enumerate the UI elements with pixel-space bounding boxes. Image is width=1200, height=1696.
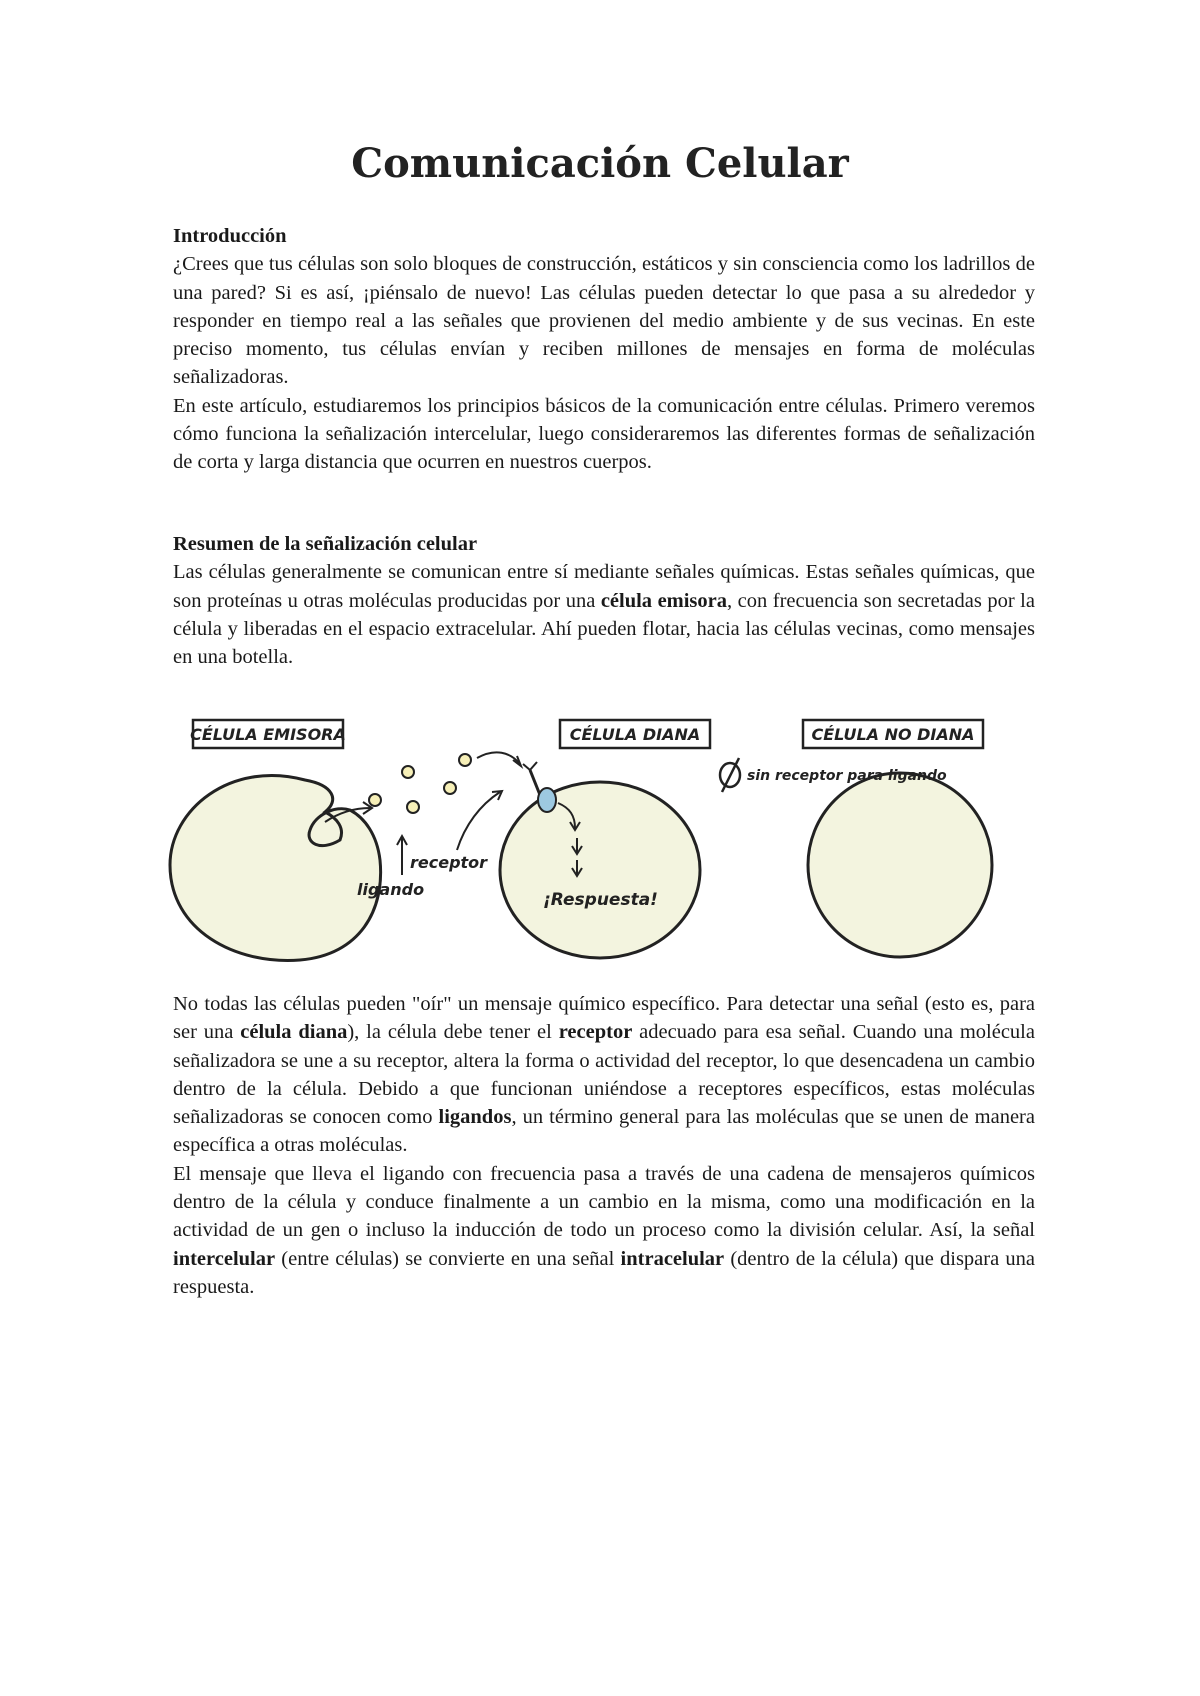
intro-heading: Introducción <box>173 225 287 247</box>
after2-text-a: El mensaje que lleva el ligando con frecuencia pasa a través de una cadena de mensajeros químicos dentro de la célula y conduce finalmente a un cambio en la misma, como una modificación en la actividad de un gen o incluso la inducción de todo un proceso como la división celular. Así, la señal <box>173 1162 1035 1242</box>
resumen-paragraph <box>173 558 1035 671</box>
intro-paragraph-2: En este artículo, estudiaremos los principios básicos de la comunicación entre células. Primero veremos cómo funciona la señalización intercelular, luego consideraremos las diferentes formas de señalización de corta y larga distancia que ocurren en nuestros cuerpos. <box>173 394 1035 474</box>
emitting-cell <box>170 776 381 961</box>
ligand-2 <box>402 766 414 778</box>
label-celula-diana-text: CÉLULA DIANA <box>569 725 701 744</box>
target-cell <box>500 782 700 958</box>
receptor-paragraph-1 <box>173 990 1035 1160</box>
term-intracelular: intracelular <box>620 1247 725 1270</box>
resumen-section <box>173 530 1035 671</box>
non-target-cell <box>808 773 992 957</box>
label-celula-no-diana <box>803 720 983 748</box>
ligand-travel-arrow <box>477 752 520 764</box>
cell-signaling-diagram <box>165 700 1035 980</box>
label-celula-diana <box>560 720 710 748</box>
page-title: Comunicación Celular <box>351 140 849 187</box>
after2-text-e: (dentro de la célula) que dispara una respuesta. <box>173 1247 1035 1298</box>
receptor-paragraph-2 <box>173 1160 1035 1301</box>
label-celula-emisora-text: CÉLULA EMISORA <box>190 725 346 744</box>
sin-receptor-label: sin receptor para ligando <box>747 768 947 784</box>
after-text-c: ), la célula debe tener el <box>347 1021 559 1044</box>
receptor-shape <box>523 762 556 812</box>
term-intercelular: intercelular <box>173 1247 276 1270</box>
intro-paragraph-1: ¿Crees que tus células son solo bloques de construcción, estáticos y sin consciencia como los ladrillos de una pared? Si es así, ¡piénsalo de nuevo! Las células pueden detectar lo que pasa a su alrededor y responder en tiempo real a las señales que provienen del medio ambiente y de sus vecinas. En este preciso momento, tus células envían y reciben millones de mensajes en forma de moléculas señalizadoras. <box>173 253 1035 389</box>
after2-text-c: (entre células) se convierte en una señal <box>275 1247 621 1270</box>
ligando-label: ligando <box>357 880 425 899</box>
term-ligandos: ligandos <box>438 1106 512 1129</box>
resumen-text-a: Las células generalmente se comunican entre sí mediante señales químicas. Estas señales químicas, que son proteínas u otras moléculas producidas por una <box>173 561 1035 612</box>
ligand-4 <box>444 782 456 794</box>
ligand-3 <box>407 801 419 813</box>
after-text-a: No todas las células pueden "oír" un mensaje químico específico. Para detectar una señal (esto es, para ser una <box>173 993 1035 1044</box>
intro-section <box>173 222 1035 477</box>
label-celula-no-diana-text: CÉLULA NO DIANA <box>811 725 975 744</box>
term-celula-emisora: célula emisora <box>600 589 728 612</box>
ligand-molecules <box>369 754 471 813</box>
label-celula-emisora <box>190 720 346 748</box>
receptor-pointer-arrow <box>457 792 500 850</box>
null-symbol-icon <box>720 758 740 792</box>
term-celula-diana: célula diana <box>240 1021 348 1044</box>
ligand-1 <box>369 794 381 806</box>
after-text-e: adecuado para esa señal. Cuando una molécula señalizadora se une a su receptor, altera la forma o actividad del receptor, lo que desencadena un cambio dentro de la célula. Debido a que funcionan uniéndose a receptores específicos, estas moléculas señalizadoras se conocen como <box>173 1021 1035 1129</box>
receptor-label: receptor <box>410 853 488 872</box>
receptor-section <box>173 990 1035 1301</box>
after-text-g: , un término general para las moléculas que se unen de manera específica a otras moléculas. <box>173 1106 1035 1157</box>
respuesta-label: ¡Respuesta! <box>543 890 658 910</box>
resumen-text-c: , con frecuencia son secretadas por la célula y liberadas en el espacio extracelular. Ahí pueden flotar, hacia las células vecinas, como mensajes en una botella. <box>173 589 1035 669</box>
term-receptor: receptor <box>558 1021 633 1044</box>
resumen-heading: Resumen de la señalización celular <box>173 533 478 555</box>
ligand-5 <box>459 754 471 766</box>
